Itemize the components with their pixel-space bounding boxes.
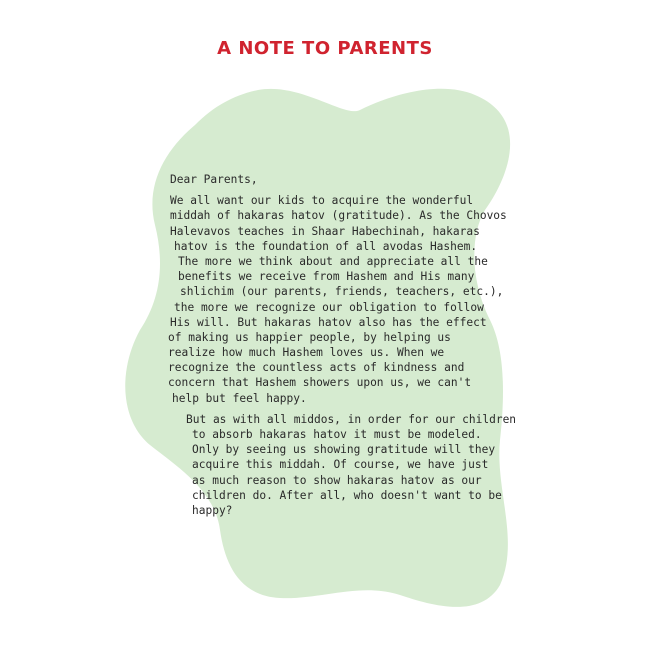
salutation: Dear Parents,	[170, 173, 258, 186]
parent-note-letter	[166, 172, 517, 518]
letter-line: shlichim (our parents, friends, teachers, etc.),	[180, 285, 504, 299]
letter-line: hatov is the foundation of all avodas Hashem.	[174, 239, 478, 253]
page-title: A NOTE TO PARENTS	[217, 38, 433, 59]
letter-line: to absorb hakaras hatov it must be modeled.	[192, 428, 482, 441]
letter-line: happy?	[192, 503, 233, 517]
letter-line: Halevavos teaches in Shaar Habechinah, hakaras	[170, 224, 480, 238]
letter-line: His will. But hakaras hatov also has the effect	[170, 315, 487, 329]
letter-line: concern that Hashem showers upon us, we can't	[168, 376, 472, 390]
letter-line: recognize the countless acts of kindness and	[168, 361, 465, 375]
letter-line: But as with all middos, in order for our children	[186, 412, 517, 426]
letter-line: Only by seeing us showing gratitude will they	[192, 443, 496, 457]
letter-line: of making us happier people, by helping us	[168, 330, 451, 344]
letter-line: children do. After all, who doesn't want to be	[192, 488, 502, 502]
letter-line: The more we think about and appreciate all the	[178, 254, 488, 268]
letter-line: as much reason to show hakaras hatov as our	[192, 473, 482, 487]
letter-line: benefits we receive from Hashem and His many	[178, 270, 475, 284]
letter-line: help but feel happy.	[172, 391, 307, 405]
letter-line: We all want our kids to acquire the wonderful	[170, 194, 474, 208]
letter-line: acquire this middah. Of course, we have just	[192, 458, 489, 472]
letter-line: middah of hakaras hatov (gratitude). As the Chovos	[170, 209, 507, 223]
letter-line: the more we recognize our obligation to follow	[174, 300, 484, 314]
letter-line: realize how much Hashem loves us. When we	[168, 346, 445, 360]
